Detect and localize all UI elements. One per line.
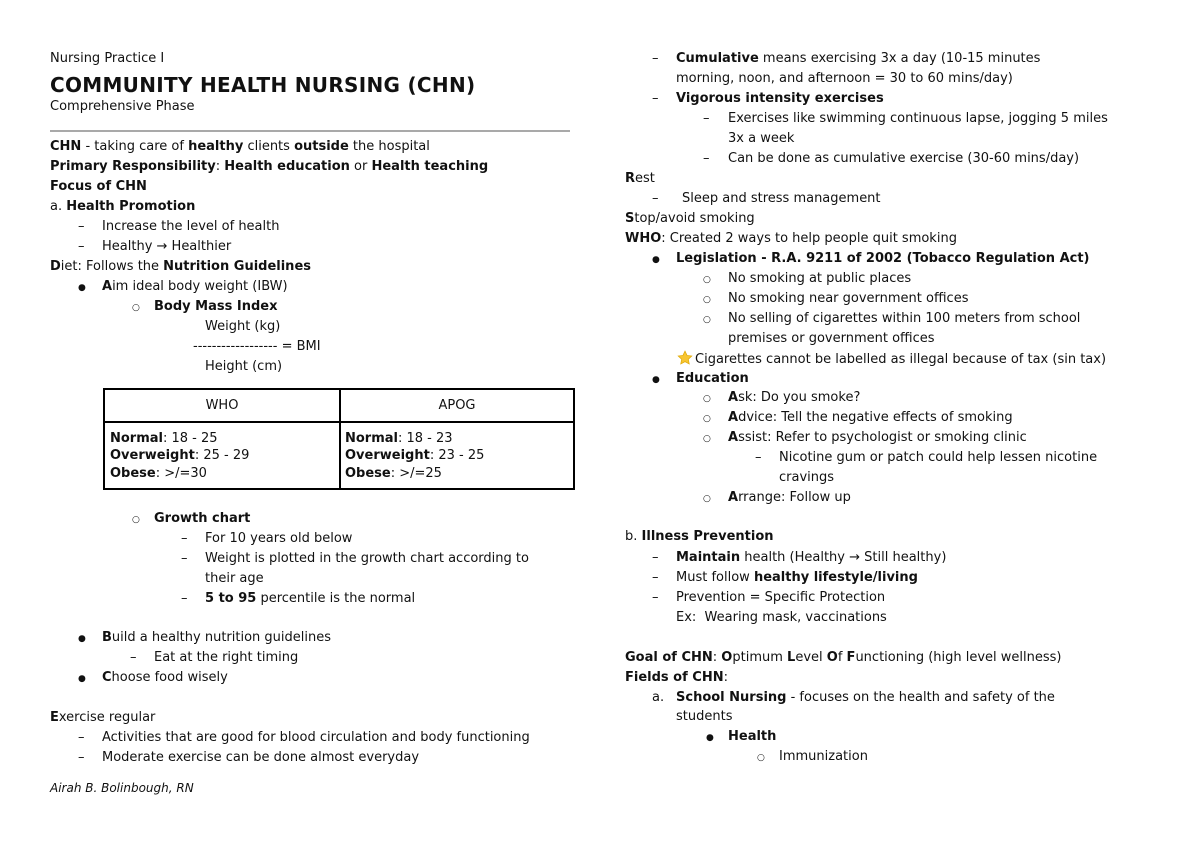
illness-prevention-heading	[625, 528, 774, 546]
plain-text: Increase the level of health	[102, 219, 280, 234]
health-promotion-item	[78, 218, 279, 236]
emphasis-text: A	[728, 430, 739, 445]
plain-text: a.	[50, 199, 67, 214]
bmi-formula-fraction-line	[193, 338, 321, 356]
emphasis-text: B	[102, 630, 112, 645]
emphasis-text: healthy lifestyle/living	[753, 570, 918, 585]
growth-chart-item	[181, 590, 415, 608]
field-subitem-detail	[757, 748, 868, 767]
dash-marker: –	[652, 51, 659, 66]
plain-text: their age	[205, 571, 264, 586]
disc-bullet: ●	[706, 733, 714, 743]
plain-text: or	[349, 159, 372, 174]
disc-bullet: ●	[652, 375, 660, 385]
growth-chart-subheading	[132, 510, 250, 529]
course-label: Nursing Practice I	[50, 51, 165, 66]
emphasis-text: Maintain	[676, 550, 741, 565]
education-subitem	[703, 489, 851, 508]
plain-text: im ideal body weight (IBW)	[112, 279, 288, 294]
plain-text: Healthy → Healthier	[102, 239, 232, 254]
bmi-subheading	[132, 298, 277, 317]
plain-text: the hospital	[348, 139, 430, 154]
dash-marker: –	[78, 730, 85, 745]
emphasis-text: A	[728, 410, 739, 425]
exercise-subitem	[703, 110, 1108, 128]
circle-bullet: ○	[703, 275, 711, 285]
plain-text: : Created 2 ways to help people quit smoking	[661, 231, 957, 246]
plain-text: : >/=30	[155, 466, 207, 481]
plain-text: 3x a week	[728, 131, 795, 146]
dash-marker: –	[703, 111, 710, 126]
bmi-formula-denominator	[205, 358, 282, 376]
emphasis-text: Legislation - R.A. 9211 of 2002 (Tobacco Regulation Act)	[676, 251, 1090, 266]
plain-text: health (Healthy → Still healthy)	[740, 550, 947, 565]
plain-text: evel	[795, 650, 827, 665]
plain-text: unctioning (high level wellness)	[855, 650, 1062, 665]
dash-marker: –	[652, 590, 659, 605]
dash-marker: –	[78, 219, 85, 234]
exercise-subitem-continued	[728, 130, 794, 148]
table-cell-apog-obese	[345, 465, 442, 482]
plain-text: hoose food wisely	[111, 670, 228, 685]
table-row-divider	[105, 421, 573, 423]
education-item	[652, 370, 749, 389]
plain-text: : 18 - 25	[163, 431, 218, 446]
dash-marker: –	[652, 191, 659, 206]
plain-text: Weight is plotted in the growth chart according to	[205, 551, 529, 566]
emphasis-text: E	[50, 710, 59, 725]
legislation-subitem	[703, 270, 911, 289]
emphasis-text: O	[721, 650, 733, 665]
plain-text: No selling of cigarettes within 100 meters from school	[728, 311, 1081, 326]
emphasis-text: Health teaching	[371, 159, 489, 174]
plain-text: :	[712, 650, 722, 665]
plain-text: For 10 years old below	[205, 531, 353, 546]
emphasis-text: A	[728, 390, 739, 405]
plain-text: Nicotine gum or patch could help lessen nicotine	[779, 450, 1098, 465]
who-smoking-line	[625, 230, 957, 248]
circle-bullet: ○	[757, 753, 765, 763]
emphasis-text: Overweight	[345, 448, 430, 463]
emphasis-text: CHN	[50, 139, 82, 154]
emphasis-text: Primary Responsibility	[50, 159, 216, 174]
plain-text: xercise regular	[58, 710, 156, 725]
exercise-item	[652, 90, 884, 108]
circle-bullet: ○	[132, 303, 140, 313]
education-subitem	[703, 389, 860, 408]
plain-text: Eat at the right timing	[154, 650, 299, 665]
emphasis-text: Body Mass Index	[154, 299, 278, 314]
plain-text: percentile is the normal	[256, 591, 416, 606]
field-item	[652, 689, 1055, 707]
plain-text: means exercising 3x a day (10-15 minutes	[758, 51, 1041, 66]
emphasis-text: Education	[676, 371, 749, 386]
diet-item	[78, 629, 331, 648]
assist-detail-continued	[779, 469, 834, 487]
plain-text: : 18 - 23	[398, 431, 453, 446]
plain-text: : 23 - 25	[429, 448, 485, 463]
focus-heading	[50, 178, 147, 196]
table-cell-who-obese	[110, 465, 207, 482]
legislation-item	[652, 250, 1090, 269]
plain-text: Activities that are good for blood circulation and body functioning	[102, 730, 530, 745]
exercise-item	[652, 50, 1040, 68]
diet-item	[78, 278, 288, 297]
plain-text: Sleep and stress management	[682, 191, 881, 206]
emphasis-text: R	[625, 171, 636, 186]
circle-bullet: ○	[703, 295, 711, 305]
emphasis-text: Nutrition Guidelines	[163, 259, 311, 274]
plain-text: b.	[625, 529, 642, 544]
chn-definition	[50, 138, 430, 156]
emphasis-text: S	[625, 211, 635, 226]
emphasis-text: Normal	[110, 431, 163, 446]
plain-text: sk: Do you smoke?	[738, 390, 861, 405]
plain-text: iet: Follows the	[60, 259, 164, 274]
plain-text: rrange: Follow up	[738, 490, 851, 505]
circle-bullet: ○	[703, 394, 711, 404]
legislation-subitem	[703, 310, 1080, 329]
plain-text: :	[215, 159, 225, 174]
plain-text: f	[837, 650, 847, 665]
dash-marker: –	[652, 550, 659, 565]
plain-text: ssist: Refer to psychologist or smoking clinic	[738, 430, 1027, 445]
legislation-subitem-continued	[728, 330, 935, 348]
emphasis-text: Health education	[224, 159, 350, 174]
illness-prevention-example	[676, 609, 887, 627]
plain-text: : >/=25	[390, 466, 442, 481]
emphasis-text: School Nursing	[676, 690, 787, 705]
author-footer: Airah B. Bolinbough, RN	[50, 781, 194, 795]
plain-text: - taking care of	[81, 139, 189, 154]
dash-marker: –	[181, 531, 188, 546]
table-cell-who-normal	[110, 430, 218, 447]
plain-text: Must follow	[676, 570, 754, 585]
emphasis-text: Fields of CHN	[625, 670, 724, 685]
plain-text: Cigarettes cannot be labelled as illegal because of tax (sin tax)	[695, 352, 1107, 367]
plain-text: Exercises like swimming continuous lapse, jogging 5 miles	[728, 111, 1108, 126]
exercise-item	[78, 749, 419, 767]
plain-text: students	[676, 709, 733, 724]
disc-bullet: ●	[78, 283, 86, 293]
goal-of-chn	[625, 649, 1062, 667]
dash-marker: –	[652, 91, 659, 106]
emphasis-text: Overweight	[110, 448, 195, 463]
field-item-continued	[676, 708, 732, 726]
emphasis-text: Health Promotion	[66, 199, 196, 214]
emphasis-text: Vigorous intensity exercises	[676, 91, 884, 106]
plain-text: Weight (kg)	[205, 319, 281, 334]
disc-bullet: ●	[652, 255, 660, 265]
diet-subitem	[130, 649, 298, 667]
plain-text: clients	[243, 139, 295, 154]
emphasis-text: Health	[728, 729, 777, 744]
page-title: COMMUNITY HEALTH NURSING (CHN)	[50, 73, 476, 97]
health-promotion-item	[78, 238, 231, 256]
phase-subtitle: Comprehensive Phase	[50, 99, 195, 114]
emphasis-text: A	[102, 279, 113, 294]
emphasis-text: outside	[294, 139, 349, 154]
plain-text: cravings	[779, 470, 835, 485]
plain-text: top/avoid smoking	[634, 211, 755, 226]
plain-text: dvice: Tell the negative effects of smoking	[738, 410, 1013, 425]
smoking-heading	[625, 210, 755, 228]
emphasis-text: O	[826, 650, 838, 665]
plain-text: Ex: Wearing mask, vaccinations	[676, 610, 887, 625]
emphasis-text: healthy	[188, 139, 244, 154]
plain-text: ptimum	[732, 650, 788, 665]
emphasis-text: L	[787, 650, 796, 665]
plain-text: - focuses on the health and safety of the	[786, 690, 1055, 705]
emphasis-text: Growth chart	[154, 511, 251, 526]
dash-marker: –	[181, 591, 188, 606]
health-promotion-heading	[50, 198, 195, 216]
circle-bullet: ○	[703, 414, 711, 424]
disc-bullet: ●	[78, 674, 86, 684]
dash-marker: –	[703, 151, 710, 166]
exercise-item	[78, 729, 530, 747]
plain-text: premises or government offices	[728, 331, 935, 346]
rest-heading	[625, 170, 655, 188]
dash-marker: –	[755, 450, 762, 465]
sin-tax-note	[677, 350, 1106, 369]
emphasis-text: Goal of CHN	[625, 650, 713, 665]
emphasis-text: C	[102, 670, 112, 685]
plain-text: ------------------ = BMI	[193, 339, 321, 354]
emphasis-text: WHO	[625, 231, 662, 246]
emphasis-text: F	[846, 650, 856, 665]
education-subitem	[703, 409, 1013, 428]
plain-text: morning, noon, and afternoon = 30 to 60 mins/day)	[676, 71, 1013, 86]
disc-bullet: ●	[78, 634, 86, 644]
plain-text: Moderate exercise can be done almost everyday	[102, 750, 420, 765]
bmi-formula-numerator	[205, 318, 280, 336]
plain-text: :	[723, 670, 728, 685]
exercise-subitem	[703, 150, 1079, 168]
plain-text: est	[635, 171, 655, 186]
table-cell-apog-overweight	[345, 447, 484, 464]
emphasis-text: Cumulative	[676, 51, 759, 66]
illness-prevention-item	[652, 589, 885, 607]
letter-marker: a.	[652, 690, 665, 705]
plain-text: uild a healthy nutrition guidelines	[111, 630, 331, 645]
exercise-heading	[50, 709, 155, 727]
education-subitem	[703, 429, 1027, 448]
dash-marker: –	[652, 570, 659, 585]
emphasis-text: 5 to 95	[205, 591, 257, 606]
plain-text: No smoking at public places	[728, 271, 912, 286]
plain-text: Can be done as cumulative exercise (30-60 mins/day)	[728, 151, 1080, 166]
assist-detail	[755, 449, 1097, 467]
field-subitem	[706, 728, 776, 747]
exercise-item-continued	[676, 70, 1013, 88]
growth-chart-item	[181, 550, 529, 568]
dash-marker: –	[78, 239, 85, 254]
primary-responsibility	[50, 158, 488, 176]
illness-prevention-item	[652, 549, 946, 567]
plain-text: Immunization	[779, 749, 868, 764]
dash-marker: –	[130, 650, 137, 665]
plain-text: Prevention = Specific Protection	[676, 590, 886, 605]
emphasis-text: Obese	[345, 466, 391, 481]
diet-heading	[50, 258, 311, 276]
emphasis-text: Illness Prevention	[641, 529, 774, 544]
plain-text: : 25 - 29	[194, 448, 250, 463]
dash-marker: –	[78, 750, 85, 765]
emphasis-text: A	[728, 490, 739, 505]
dash-marker: –	[181, 551, 188, 566]
circle-bullet: ○	[703, 434, 711, 444]
table-cell-apog-normal	[345, 430, 453, 447]
circle-bullet: ○	[132, 515, 140, 525]
circle-bullet: ○	[703, 315, 711, 325]
emphasis-text: Focus of CHN	[50, 179, 147, 194]
table-header-apog: APOG	[438, 398, 476, 413]
legislation-subitem	[703, 290, 968, 309]
illness-prevention-item	[652, 569, 918, 587]
emphasis-text: Obese	[110, 466, 156, 481]
table-header-who: WHO	[205, 398, 239, 413]
header-divider	[50, 130, 570, 132]
star-icon	[677, 350, 695, 366]
growth-chart-item	[181, 530, 352, 548]
growth-chart-item-continued	[205, 570, 264, 588]
table-cell-who-overweight	[110, 447, 249, 464]
circle-bullet: ○	[703, 494, 711, 504]
fields-heading	[625, 669, 728, 687]
plain-text: No smoking near government offices	[728, 291, 969, 306]
emphasis-text: D	[50, 259, 61, 274]
diet-item	[78, 669, 228, 688]
bmi-table	[103, 388, 575, 490]
plain-text: Height (cm)	[205, 359, 283, 374]
rest-item	[652, 190, 881, 208]
emphasis-text: Normal	[345, 431, 398, 446]
